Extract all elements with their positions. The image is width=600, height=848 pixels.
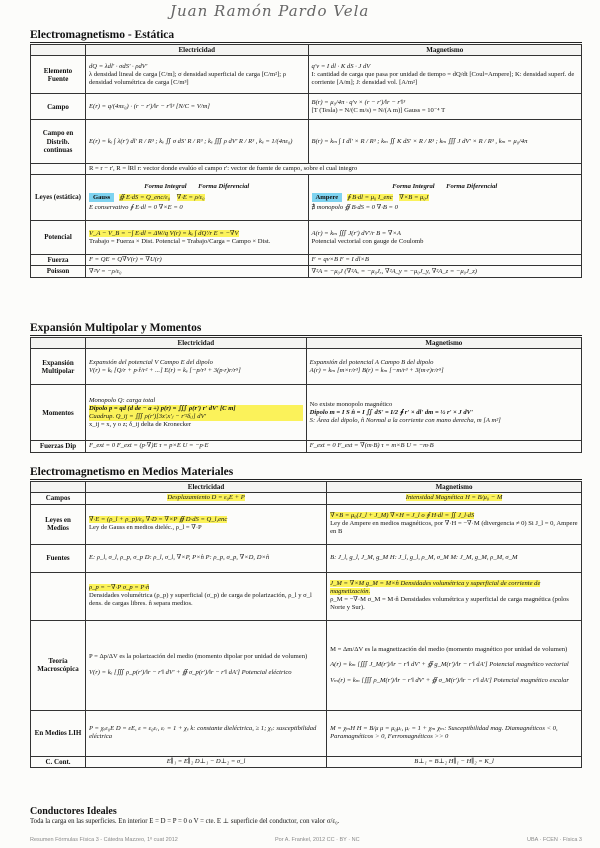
footer-left: Resumen Fórmulas Física 3 - Cátedra Mazzeo, 1º cuat 2012 — [30, 837, 178, 843]
continuous-note: R = r − r', R = ‖R‖ r: vector donde evalúo el campo r': vector de fuente de campo, sobre el cual integro — [86, 164, 582, 175]
divider — [30, 335, 582, 336]
multipole-table: Electricidad Magnetismo Expansión Multipolar Expansión del potencial V Campo E del dipolo V(r) = kₑ [Q/r + p·r̂/r² + ...] E(r) = kₑ [−p/r³ + 3(p·r)r/r⁵] Expansión del potencial A Campo B del dipolo A(r) = kₘ [m×r/r³] B(r) = kₘ [−m/r³ + 3(m·r)r/r⁵] Momentos Monopolo Q: carga total Dipolo p = qd (d de − a +) p(r) = ∭ ρ(r') r' dV' [C m] Cuadrup. Q_ij = ∭ ρ(r')[3x'ᵢx'ⱼ − r'²δᵢⱼ] dV' x_ij = x, y o z; δ_ij delta de Kronecker No existe monopolo magnético Dipolo m = I S n̂ = I ∬ dS' = I/2 ∮ r' × dl' dm = ½ r' × J dV' S: Área del dipolo, n̂ Normal a la corriente con mano derecha, m [A m²] Fuerzas Dip F_ext = 0 F_ext = (p·∇)E τ = p×E U = −p·E F_ext = 0 F_ext = ∇(m·B) τ = m×B U = −m·B — [30, 337, 582, 453]
ampere-label: Ampere — [312, 193, 343, 202]
field-magnetic: B(r) = μ₀/4π · q'v × (r − r')/‖r − r'‖³ [T (Tesla) = N/(C m/s) = N/(A m)] Gauss = 10⁻⁴ T — [308, 94, 581, 120]
force-magnetic: F = qv×B F = I dl×B — [308, 255, 581, 266]
laws-magnetic: Forma Integral Forma Diferencial Ampere ∮ B·dl = μ₀ I_enc ∇×B = μ₀J ∄ monopolo ∯ B·dS = 0 ∇·B = 0 — [308, 175, 581, 221]
footer-mid: Por A. Frankel, 2012 CC · BY · NC — [275, 837, 360, 843]
conductors-text: Toda la carga en las superficies. En interior E = D = P = 0 o V = cte. E ⊥ superficie del conductor, con valor σ/ε₀. — [30, 818, 340, 825]
boundary-magnetic: B⊥₁ = B⊥₂ H∥₁ − H∥₂ = K_l — [327, 756, 582, 767]
header-magnetism: Magnetismo — [308, 45, 581, 56]
row-label-poisson: Poisson — [31, 266, 86, 277]
ampere-integral: ∮ B·dl = μ₀ I_enc — [347, 193, 393, 201]
field-electric: E(r) = q/(4πε₀) · (r − r')/‖r − r'‖³ [N/C = V/m] — [86, 94, 309, 120]
row-label-field: Campo — [31, 94, 86, 120]
row-label-sources: Fuentes — [31, 544, 86, 572]
ampere-differential: ∇×B = μ₀J — [399, 193, 429, 201]
boundary-electric: E∥₁ = E∥₂ D⊥₁ − D⊥₂ = σ_l — [86, 756, 327, 767]
divider — [30, 42, 582, 43]
section-title-conductors: Conductores Ideales — [30, 806, 117, 817]
row-label-fields: Campos — [31, 493, 86, 504]
source-electric: dQ = λdl' · σdS' · ρdV' λ densidad lineal de carga [C/m]; σ densidad superficial de carga [C/m²]; ρ densidad volumétrica de carga [C/m³] — [86, 56, 309, 94]
row-label-laws-media: Leyes en Medios — [31, 504, 86, 544]
laws-electric: Forma Integral Forma Diferencial Gauss ∯ E·dS = Q_enc/ε₀ ∇·E = ρ/ε₀ E conservativo ∮ E·dl = 0 ∇×E = 0 — [86, 175, 309, 221]
row-label-dipole-forces: Fuerzas Dip — [31, 441, 86, 452]
row-label-expansion: Expansión Multipolar — [31, 349, 86, 385]
section-title-materials: Electromagnetismo en Medios Materiales — [30, 466, 234, 478]
potential-magnetic: A(r) = kₘ ∭ J(r') dV'/r B = ∇×A Potencial vectorial con gauge de Coulomb — [308, 221, 581, 255]
magnetization-densities: J_M = ∇×M g_M = M×n̂ Densidades volumétrica y superficial de corriente de magnetización. ρ_M = −∇·M σ_M = M·n̂ Densidades volumétrica y superficial de carga magnética (polos Norte y Sur). — [327, 572, 582, 620]
row-label-macroscopic: Teoría Macroscópica — [31, 620, 86, 710]
force-electric: F = QE = Q∇V(r) = ∇U(r) — [86, 255, 309, 266]
footer-right: UBA · FCEN · Física 3 — [526, 837, 582, 843]
row-label-lih: En Medios LIH — [31, 710, 86, 756]
expansion-electric: Expansión del potencial V Campo E del dipolo V(r) = kₑ [Q/r + p·r̂/r² + ...] E(r) = kₑ [−p/r³ + 3(p·r)r/r⁵] — [86, 349, 307, 385]
dipole-forces-magnetic: F_ext = 0 F_ext = ∇(m·B) τ = m×B U = −m·B — [306, 441, 581, 452]
materials-table: Electricidad Magnetismo Campos Desplazamiento D = ε₀E + P Intensidad Magnética H = B/μ₀ − M Leyes en Medios ∇·E = (ρ_l + ρ_p)/ε₀ ∇·D = ∇×P ∯ D·dS = Q_l,enc Ley de Gauss en medios dieléc., ρ_l = ∇·P ∇×B = μ₀(J_l + J_M) ∇×H = J_l o ∮ H·dl = ∬ J_l·dS Ley de Ampere en medios magnéticos, por ∇·H = −∇·M (divergencia ≠ 0) Si J_l = 0, Ampere en B Fuentes E: ρ_l, σ_l, ρ_p, σ_p D: ρ_l, σ_l, ∇×P, P×n̂ P: ρ_p, σ_p, ∇×D, D×n̂ B: J_l, g_l, J_M, g_M H: J_l, g_l, ρ_M, σ_M M: J_M, g_M, ρ_M, σ_M ρ_p = −∇·P σ_p = P·n̂ Densidades volumétrica (ρ_p) y superficial (σ_p) de carga de polarización, ρ_l y σ_l dens. de cargas libres. n̂ separa medios. J_M = ∇×M g_M = M×n̂ Densidades volumétrica y superficial de corriente de magnetización. ρ_M = −∇·M σ_M = M·n̂ Densidades volumétrica y superficial de carga magnética (polos Norte y Sur). Teoría Macroscópica P = Δp/ΔV es la polarización del medio (momento dipolar por unidad de volumen) V(r) = kₑ [∭ ρ_p(r')/‖r − r'‖ dV' + ∯ σ_p(r')/‖r − r'‖ dA'] Potencial eléctrico M = Δm/ΔV es la magnetización del medio (momento magnético por unidad de volumen) A(r) = kₘ [∭ J_M(r')/‖r − r'‖ dV' + ∯ g_M(r')/‖r − r'‖ dA'] Potencial magnético vectorial Vₘ(r) = kₘ [∭ ρ_M(r')/‖r − r'‖ dV' + ∯ σ_M(r')/‖r − r'‖ dA'] Potencial magnético escalar En Medios LIH P = χₑε₀E D = εE, ε = ε₀εᵣ, εᵣ = 1 + χₑ k: constante dieléctrica, ≥ 1; χₑ: susceptibilidad eléctrica M = χₘH H = B/μ μ = μ₀μᵣ, μᵣ = 1 + χₘ χₘ: Susceptibilidad mag. Diamagnéticos < 0, Paramagnéticos > 0, Ferromagnéticos >> 0 C. Cont. E∥₁ = E∥₂ D⊥₁ − D⊥₂ = σ_l B⊥₁ = B⊥₂ H∥₁ − H∥₂ = K_l — [30, 481, 582, 768]
row-label-laws: Leyes (estática) — [31, 175, 86, 221]
macroscopic-magnetic: M = Δm/ΔV es la magnetización del medio (momento magnético por unidad de volumen) A(r) = kₘ [∭ J_M(r')/‖r − r'‖ dV' + ∯ g_M(r')/‖r − r'‖ dA'] Potencial magnético vectorial Vₘ(r) = kₘ [∭ ρ_M(r')/‖r − r'‖ dV' + ∯ σ_M(r')/‖r − r'‖ dA'] Potencial magnético escalar — [327, 620, 582, 710]
statics-table — [30, 44, 582, 278]
row-label-continuous: Campo en Distrib. continuas — [31, 120, 86, 164]
gauss-label: Gauss — [89, 193, 114, 202]
sources-magnetic: B: J_l, g_l, J_M, g_M H: J_l, g_l, ρ_M, σ_M M: J_M, g_M, ρ_M, σ_M — [327, 544, 582, 572]
continuous-electric: E(r) = kₑ ∫ λ(r') dl' R / R³ ; kₑ ∬ σ dS' R / R³ ; kₑ ∭ ρ dV' R / R³ , kₑ = 1/(4πε₀) — [86, 120, 309, 164]
moments-electric: Monopolo Q: carga total Dipolo p = qd (d de − a +) p(r) = ∭ ρ(r') r' dV' [C m] Cuadrup. Q_ij = ∭ ρ(r')[3x'ᵢx'ⱼ − r'²δᵢⱼ] dV' x_ij = x, y o z; δ_ij delta de Kronecker — [86, 385, 307, 441]
row-label-boundary: C. Cont. — [31, 756, 86, 767]
laws-media-magnetic: ∇×B = μ₀(J_l + J_M) ∇×H = J_l o ∮ H·dl = ∬ J_l·dS Ley de Ampere en medios magnéticos, por ∇·H = −∇·M (divergencia ≠ 0) Si J_l = 0, Ampere en B — [327, 504, 582, 544]
source-magnetic: q'v = I dl · K dS · J dV I: cantidad de carga que pasa por unidad de tiempo = dQ/dt [Coul=Ampere]; K: densidad superf. de corriente [A/m]; J: densidad vol. [A/m²] — [308, 56, 581, 94]
divider — [30, 479, 582, 480]
header-electricity: Electricidad — [86, 45, 309, 56]
poisson-electric: ∇²V = −ρ/ε₀ — [86, 266, 309, 277]
row-label-potential: Potencial — [31, 221, 86, 255]
row-label-source: Elemento Fuente — [31, 56, 86, 94]
expansion-magnetic: Expansión del potencial A Campo B del dipolo A(r) = kₘ [m×r/r³] B(r) = kₘ [−m/r³ + 3(m·r)r/r⁵] — [306, 349, 581, 385]
handwritten-signature: Juan Ramón Pardo Vela — [170, 2, 370, 20]
gauss-integral: ∯ E·dS = Q_enc/ε₀ — [119, 193, 170, 201]
gauss-differential: ∇·E = ρ/ε₀ — [176, 193, 205, 201]
sources-electric: E: ρ_l, σ_l, ρ_p, σ_p D: ρ_l, σ_l, ∇×P, P×n̂ P: ρ_p, σ_p, ∇×D, D×n̂ — [86, 544, 327, 572]
macroscopic-electric: P = Δp/ΔV es la polarización del medio (momento dipolar por unidad de volumen) V(r) = kₑ [∭ ρ_p(r')/‖r − r'‖ dV' + ∯ σ_p(r')/‖r − r'‖ dA'] Potencial eléctrico — [86, 620, 327, 710]
row-label-force: Fuerza — [31, 255, 86, 266]
fields-magnetic: Intensidad Magnética H = B/μ₀ − M — [327, 493, 582, 504]
poisson-magnetic: ∇²A = −μ₀J (∇²Aₓ = −μ₀Jₓ, ∇²A_y = −μ₀J_y, ∇²A_z = −μ₀J_z) — [308, 266, 581, 277]
laws-media-electric: ∇·E = (ρ_l + ρ_p)/ε₀ ∇·D = ∇×P ∯ D·dS = Q_l,enc Ley de Gauss en medios dieléc., ρ_l = ∇·P — [86, 504, 327, 544]
row-label-moments: Momentos — [31, 385, 86, 441]
moments-magnetic: No existe monopolo magnético Dipolo m = I S n̂ = I ∬ dS' = I/2 ∮ r' × dl' dm = ½ r' × J dV' S: Área del dipolo, n̂ Normal a la corriente con mano derecha, m [A m²] — [306, 385, 581, 441]
fields-electric: Desplazamiento D = ε₀E + P — [86, 493, 327, 504]
potential-electric: V_A − V_B = −∫ E·dl = ΔW/q V(r) = kₑ ∫ dQ'/r E = −∇V Trabajo = Fuerza × Dist. Potencial = Trabajo/Carga = Campo × Dist. — [86, 221, 309, 255]
lih-magnetic: M = χₘH H = B/μ μ = μ₀μᵣ, μᵣ = 1 + χₘ χₘ: Susceptibilidad mag. Diamagnéticos < 0, Paramagnéticos > 0, Ferromagnéticos >> 0 — [327, 710, 582, 756]
lih-electric: P = χₑε₀E D = εE, ε = ε₀εᵣ, εᵣ = 1 + χₑ k: constante dieléctrica, ≥ 1; χₑ: susceptibilidad eléctrica — [86, 710, 327, 756]
dipole-forces-electric: F_ext = 0 F_ext = (p·∇)E τ = p×E U = −p·E — [86, 441, 307, 452]
conductors-section — [30, 806, 590, 825]
polarization-densities: ρ_p = −∇·P σ_p = P·n̂ Densidades volumétrica (ρ_p) y superficial (σ_p) de carga de polarización, ρ_l y σ_l dens. de cargas libres. n̂ separa medios. — [86, 572, 327, 620]
section-title-multipole: Expansión Multipolar y Momentos — [30, 322, 202, 334]
section-title-statics: Electromagnetismo - Estática — [30, 29, 175, 41]
continuous-magnetic: B(r) = kₘ ∫ I dl' × R / R³ ; kₘ ∬ K dS' × R / R³ ; kₘ ∭ J dV' × R / R³ , kₘ = μ₀/4π — [308, 120, 581, 164]
